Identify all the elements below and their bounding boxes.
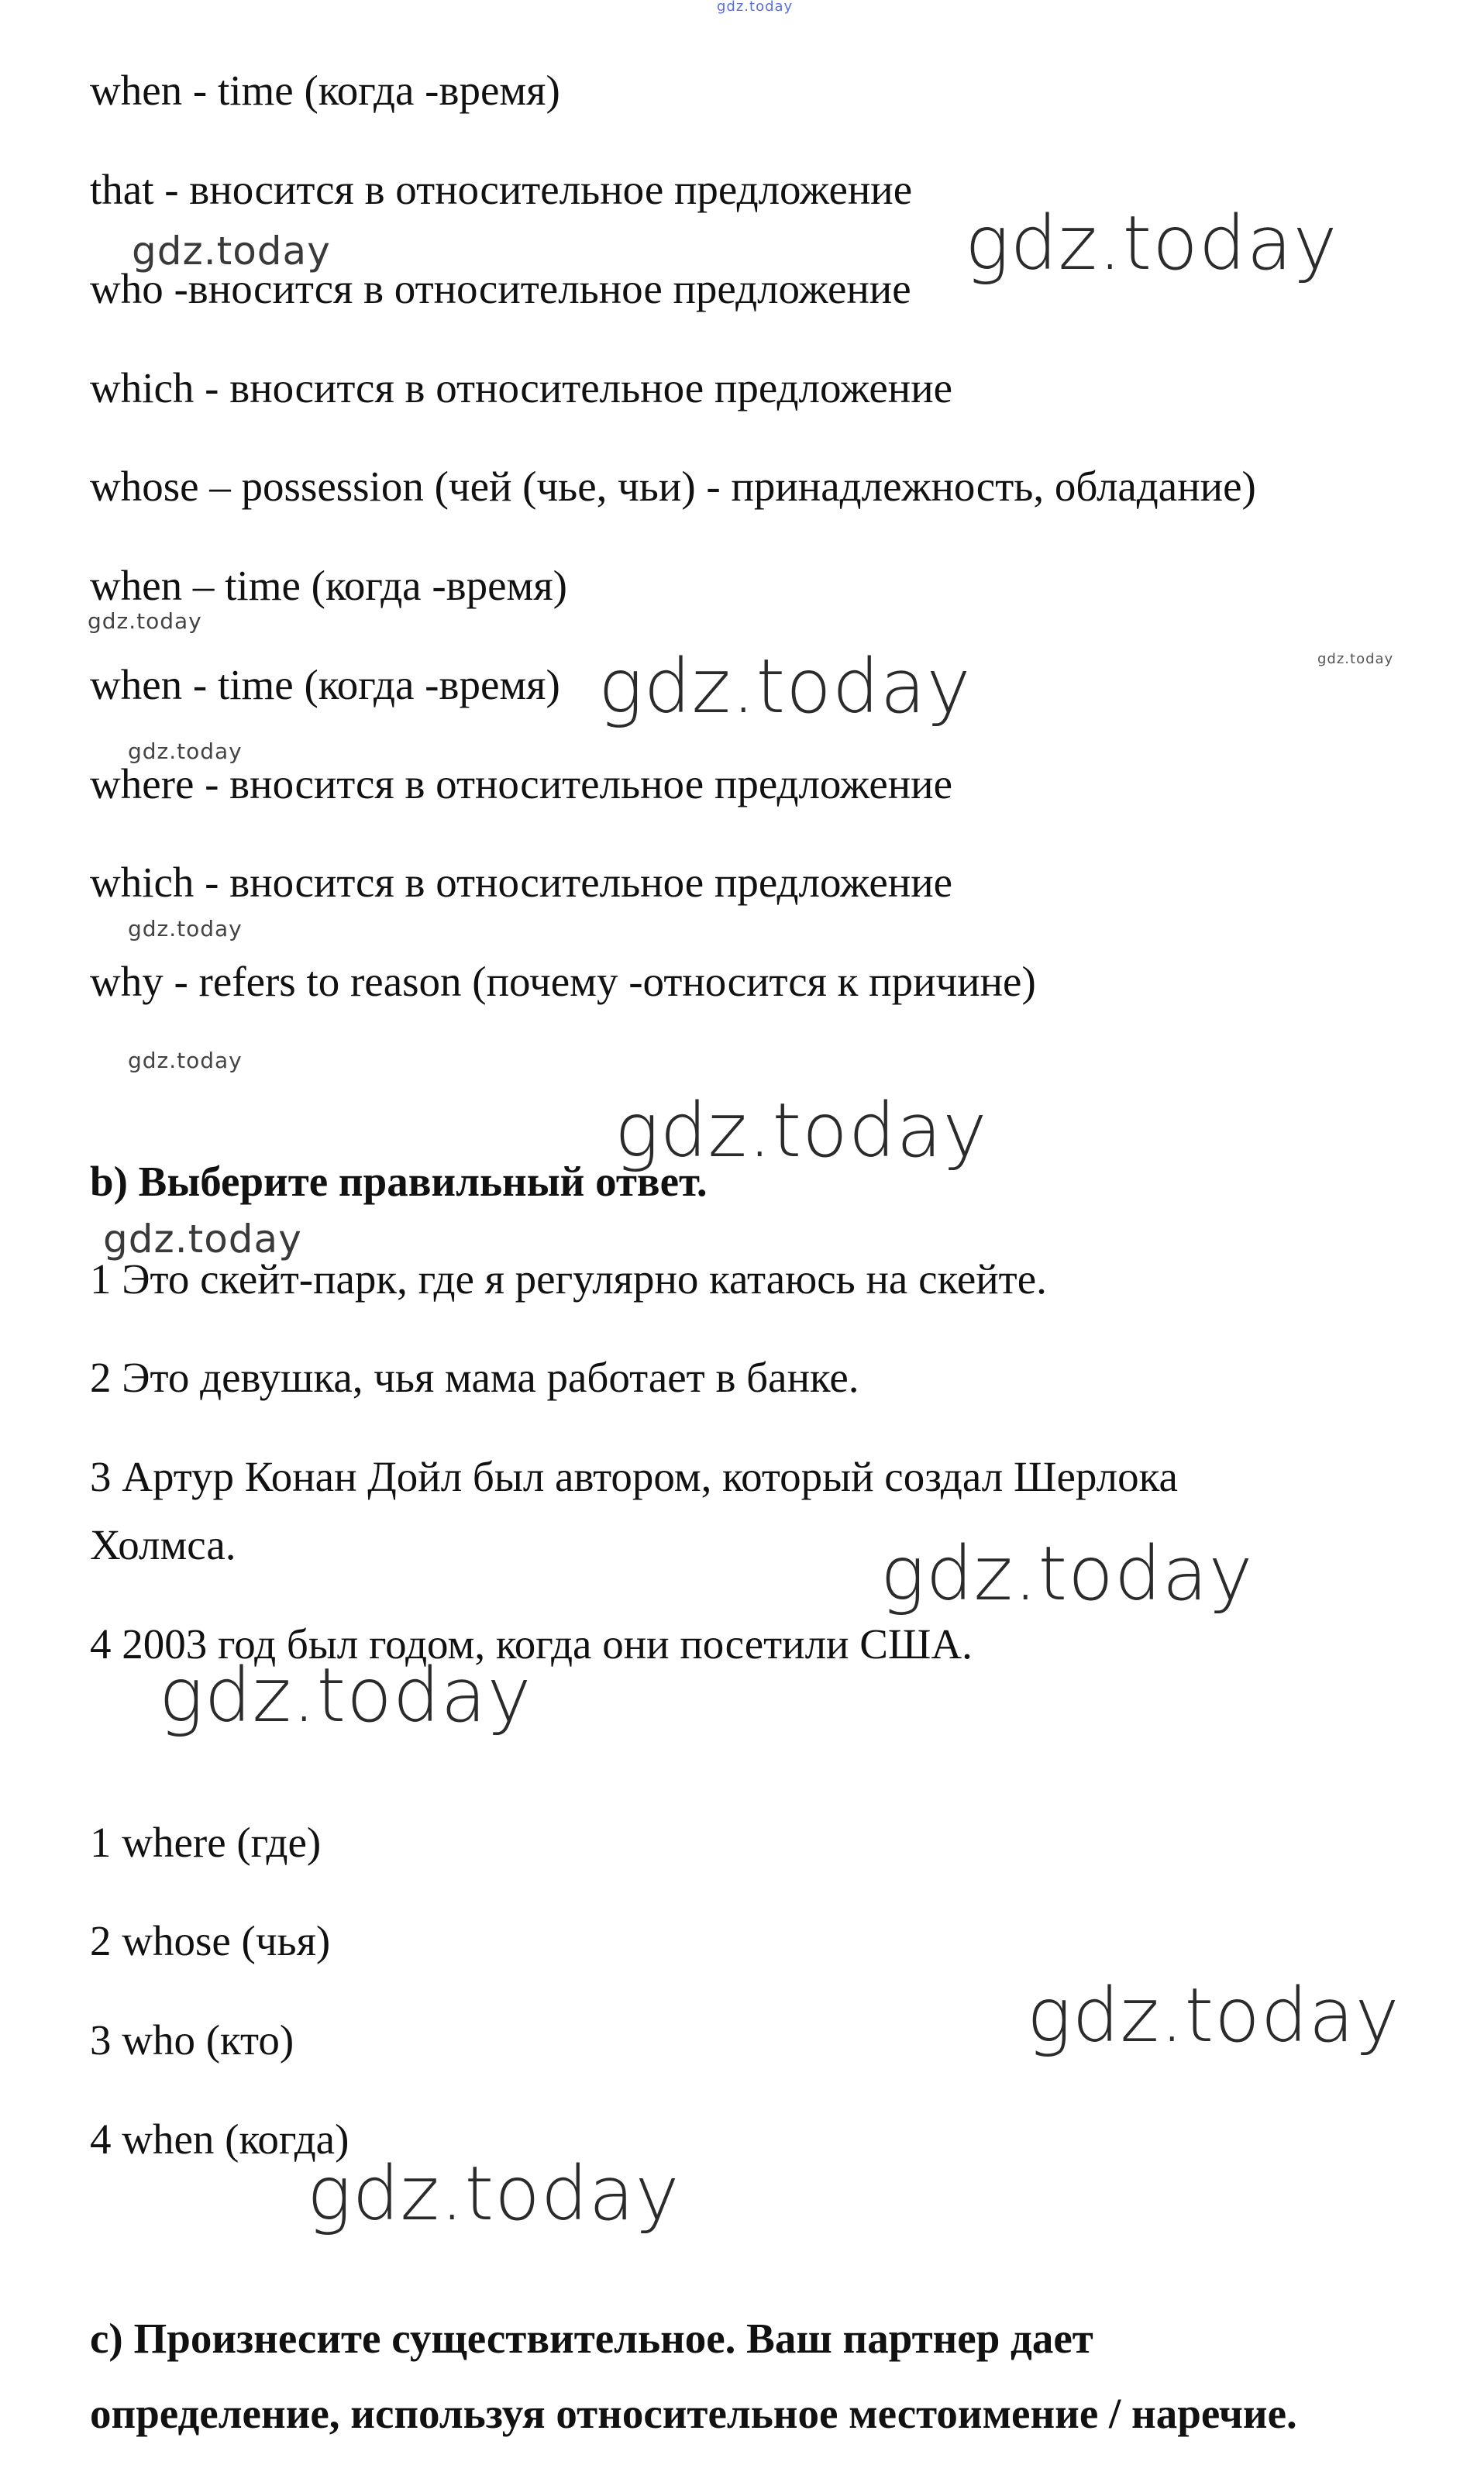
watermark: gdz.today	[128, 916, 243, 942]
part-a-line-6: when – time (когда -время)	[90, 562, 567, 609]
watermark: gdz.today	[965, 200, 1338, 287]
watermark: gdz.today	[598, 643, 972, 730]
part-a-line-1: when - time (когда -время)	[90, 67, 560, 114]
part-b-sentence-1: 1 Это скейт-парк, где я регулярно катаюсь на скейте.	[90, 1255, 1047, 1303]
part-b-sentence-2: 2 Это девушка, чья мама работает в банке.	[90, 1354, 859, 1401]
part-b-heading: b) Выберите правильный ответ.	[90, 1158, 708, 1205]
part-b-sentence-3: 3 Артур Конан Дойл был автором, который создал Шерлока	[90, 1453, 1178, 1500]
watermark: gdz.today	[88, 608, 202, 634]
part-b-answer-2: 2 whose (чья)	[90, 1917, 331, 1964]
part-a-line-3: who -вносится в относительное предложение	[90, 265, 911, 312]
watermark: gdz.today	[1027, 1972, 1400, 2059]
part-c-heading-line-1: c) Произнесите существительное. Ваш партнер дает	[90, 2315, 1093, 2362]
part-a-line-4: which - вносится в относительное предложение	[90, 364, 953, 411]
part-b-answer-3: 3 who (кто)	[90, 2016, 294, 2064]
watermark: gdz.today	[1317, 651, 1394, 667]
part-b-sentence-4: 4 2003 год был годом, когда они посетили США.	[90, 1620, 973, 1668]
watermark: gdz.today	[159, 1652, 532, 1739]
part-b-answer-1: 1 where (где)	[90, 1819, 322, 1866]
watermark: gdz.today	[880, 1530, 1254, 1617]
part-a-line-8: where - вносится в относительное предложение	[90, 760, 953, 807]
watermark: gdz.today	[128, 738, 243, 764]
part-c-heading-line-2: определение, используя относительное местоимение / наречие.	[90, 2390, 1297, 2437]
watermark: gdz.today	[128, 1048, 243, 1073]
part-a-line-10: why - refers to reason (почему -относится к причине)	[90, 958, 1036, 1005]
watermark: gdz.today	[132, 229, 331, 274]
part-b-answer-4: 4 when (когда)	[90, 2115, 349, 2163]
watermark: gdz.today	[103, 1217, 302, 1262]
watermark: gdz.today	[307, 2150, 680, 2237]
watermark-top: gdz.today	[717, 0, 794, 15]
part-a-line-2: that - вносится в относительное предложение	[90, 166, 913, 213]
watermark: gdz.today	[615, 1087, 988, 1174]
part-a-line-7: when - time (когда -время)	[90, 661, 560, 708]
part-a-line-5: whose – possession (чей (чье, чьи) - принадлежность, обладание)	[90, 463, 1256, 510]
part-a-line-9: which - вносится в относительное предложение	[90, 859, 953, 906]
part-b-sentence-3-cont: Холмса.	[90, 1521, 236, 1568]
